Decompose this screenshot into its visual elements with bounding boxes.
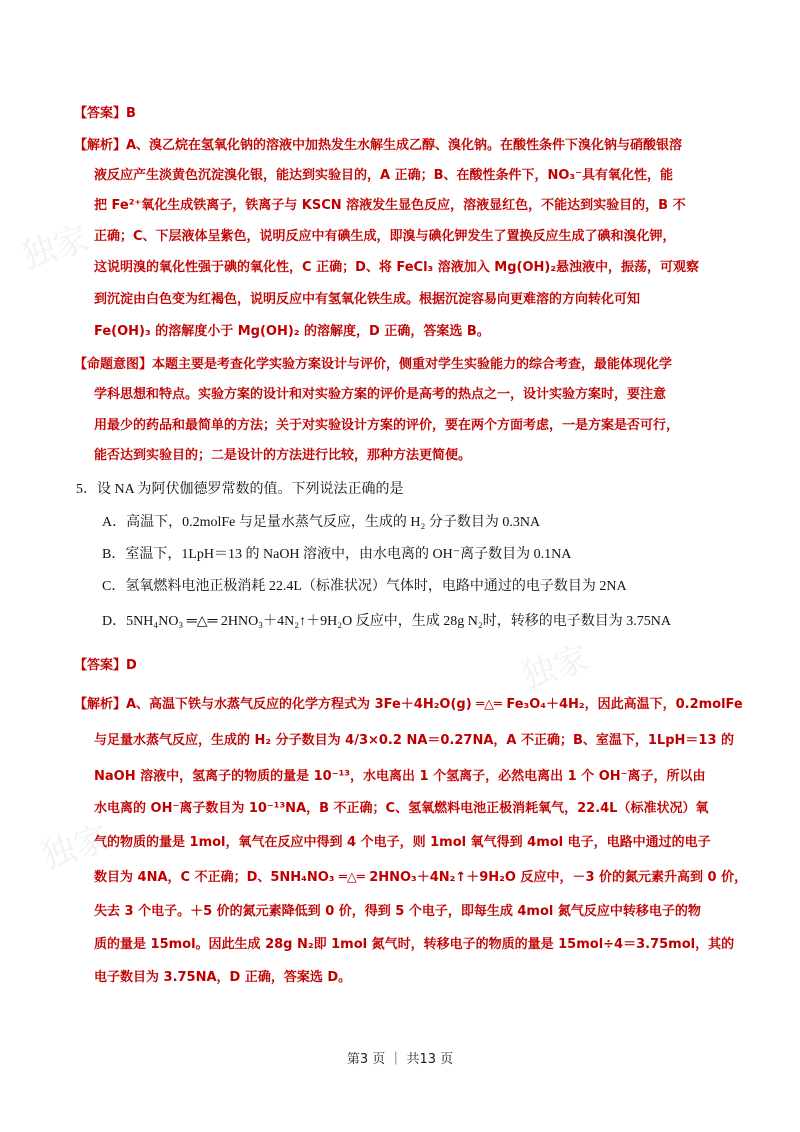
- analysis-line: 把 Fe²⁺氧化生成铁离子，铁离子与 KSCN 溶液发生显色反应，溶液显红色，不能达到实验目的，B 不: [94, 198, 686, 213]
- analysis-line: NaOH 溶液中，氢离子的物质的量是 10⁻¹³，水电离出 1 个氢离子，必然电离出 1 个 OH⁻离子，所以由: [94, 769, 706, 784]
- intent-line: 学科思想和特点。实验方案的设计和对实验方案的评价是高考的热点之一，设计实验方案时，要注意: [94, 387, 667, 402]
- analysis-line: Fe(OH)₃ 的溶解度小于 Mg(OH)₂ 的溶解度，D 正确，答案选 B。: [94, 324, 490, 339]
- answer-label-2: 【答案】D: [74, 658, 137, 673]
- analysis-line: 质的量是 15mol。因此生成 28g N₂即 1mol 氮气时，转移电子的物质的量是 15mol÷4＝3.75mol，其的: [94, 937, 735, 952]
- analysis-line: 这说明溴的氧化性强于碘的氧化性，C 正确；D、将 FeCl₃ 溶液加入 Mg(OH)₂悬浊液中，振荡，可观察: [94, 260, 700, 275]
- watermark: 独家: [516, 638, 594, 698]
- analysis-line: 与足量水蒸气反应，生成的 H₂ 分子数目为 4/3×0.2 NA＝0.27NA，A 不正确；B、室温下，1LpH＝13 的: [94, 733, 735, 748]
- page-number-footer: 第3 页 ｜ 共13 页: [346, 1052, 454, 1067]
- analysis-line: 失去 3 个电子。＋5 价的氮元素降低到 0 价，得到 5 个电子，即每生成 4mol 氮气反应中转移电子的物: [94, 904, 701, 919]
- answer-label-1: 【答案】B: [74, 106, 136, 121]
- analysis-line: 气的物质的量是 1mol，氧气在反应中得到 4 个电子，则 1mol 氧气得到 4mol 电子，电路中通过的电子: [94, 835, 711, 850]
- analysis-line: 电子数目为 3.75NA，D 正确，答案选 D。: [94, 970, 352, 985]
- question-stem: 5．设 NA 为阿伏伽德罗常数的值。下列说法正确的是: [76, 482, 404, 497]
- watermark: 独家: [36, 818, 114, 878]
- analysis-line: 液反应产生淡黄色沉淀溴化银，能达到实验目的，A 正确；B、在酸性条件下，NO₃⁻具有氧化性，能: [94, 168, 673, 183]
- analysis-line: 到沉淀由白色变为红褐色，说明反应中有氢氧化铁生成。根据沉淀容易向更难溶的方向转化可知: [94, 292, 641, 307]
- intent-line: 用最少的药品和最简单的方法；关于对实验设计方案的评价，要在两个方面考虑，一是方案是否可行，: [94, 418, 680, 433]
- analysis-line: 正确；C、下层液体呈紫色，说明反应中有碘生成，即溴与碘化钾发生了置换反应生成了碘和溴化钾，: [94, 229, 676, 244]
- intent-line: 【命题意图】本题主要是考查化学实验方案设计与评价，侧重对学生实验能力的综合考查，最能体现化学: [74, 357, 673, 372]
- intent-line: 能否达到实验目的；二是设计的方法进行比较，那种方法更简便。: [94, 448, 472, 463]
- question-option-c: C．氢氧燃料电池正极消耗 22.4L（标准状况）气体时，电路中通过的电子数目为 2NA: [102, 579, 627, 594]
- question-option-b: B．室温下，1LpH＝13 的 NaOH 溶液中，由水电离的 OH⁻离子数目为 0.1NA: [102, 547, 572, 562]
- watermark: 独家: [16, 218, 94, 278]
- question-option-a: A．高温下，0.2molFe 与足量水蒸气反应，生成的 H₂ 分子数目为 0.3NA: [102, 515, 541, 530]
- analysis-line: 数目为 4NA，C 不正确；D、5NH₄NO₃ ═△═ 2HNO₃＋4N₂↑＋9H₂O 反应中，－3 价的氮元素升高到 0 价，: [94, 870, 748, 885]
- question-option-d: D．5NH₄NO₃ ═△═ 2HNO₃＋4N₂↑＋9H₂O 反应中，生成 28g N₂时，转移的电子数目为 3.75NA: [102, 614, 671, 629]
- analysis-line: 【解析】A、高温下铁与水蒸气反应的化学方程式为 3Fe＋4H₂O(g) ═△═ Fe₃O₄＋4H₂，因此高温下，0.2molFe: [74, 697, 743, 712]
- analysis-line: 【解析】A、溴乙烷在氢氧化钠的溶液中加热发生水解生成乙醇、溴化钠。在酸性条件下溴化钠与硝酸银溶: [74, 138, 683, 153]
- analysis-line: 水电离的 OH⁻离子数目为 10⁻¹³NA，B 不正确；C、氢氧燃料电池正极消耗氧气，22.4L（标准状况）氧: [94, 801, 709, 816]
